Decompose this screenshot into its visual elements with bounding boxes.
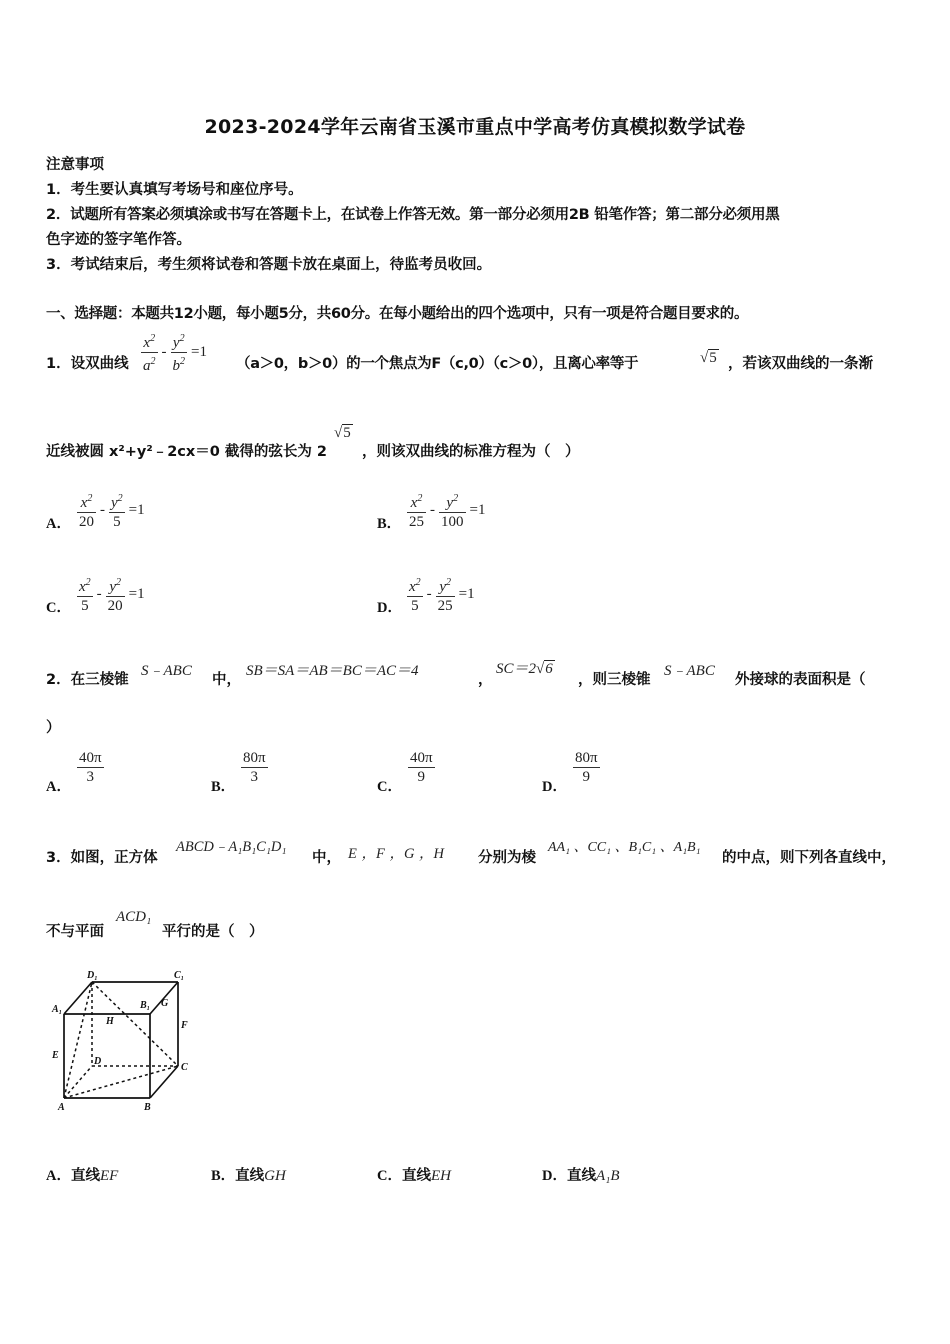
notice-item-2-cont: 色字迹的签字笔作答。 [46, 232, 191, 248]
q2-option-c-num: 40π [410, 750, 433, 766]
q2-option-d[interactable] [572, 749, 601, 786]
q3-option-d-val: A₁B [595, 1168, 620, 1184]
q1-option-d[interactable]: $\frac{x^2}{5}$ - $\frac{y^2}{25}$ =1 [406, 574, 478, 615]
q2-tail: 外接球的表面积是（ [735, 672, 866, 688]
diag-ac [64, 1066, 178, 1098]
q3-line2-tail: 平行的是（ ） [162, 924, 264, 940]
q1-condition: （a＞0，b＞0）的一个焦点为F（c,0）（c＞0），且离心率等于 [236, 356, 639, 372]
q2-option-b[interactable] [240, 749, 269, 786]
q1-line2-tail: ，则该双曲线的标准方程为（ ） [362, 444, 580, 460]
q3-option-b[interactable] [211, 1164, 286, 1185]
label-b: B [144, 1102, 151, 1113]
q1-option-d-label[interactable]: D． [377, 600, 402, 616]
q2-pyramid: S﹣ABC [141, 663, 192, 679]
q3-option-c[interactable] [377, 1164, 451, 1185]
label-g: G [161, 998, 169, 1009]
q2-equation-2-sqrt: 6 [545, 661, 553, 677]
q2-option-a-label[interactable]: A． [46, 779, 71, 795]
q2-option-a-num: 40π [79, 750, 102, 766]
q1-option-a-xden: 20 [79, 514, 94, 530]
notice-item-3: 3．考试结束后，考生须将试卷和答题卡放在桌面上，待监考员收回。 [46, 257, 492, 273]
section-heading: 一、选择题：本题共12小题，每小题5分，共60分。在每小题给出的四个选项中，只有一项是符合题目要求的。 [46, 306, 749, 322]
q1-sqrt5-value: 5 [709, 350, 717, 366]
q1-option-b-xden: 25 [409, 514, 424, 530]
q1-option-b-label[interactable]: B． [377, 516, 402, 532]
q1-option-b[interactable]: $\frac{x^2}{25}$ - $\frac{y^2}{100}$ =1 [406, 490, 488, 531]
label-d1: D₁ [87, 970, 98, 981]
q2-option-b-den: 3 [250, 769, 259, 785]
edge-ad [64, 1066, 92, 1098]
q3-prefix: 3．如图，正方体 [46, 850, 158, 866]
q2-comma: ， [478, 672, 493, 688]
q2-prefix: 2．在三棱锥 [46, 672, 129, 688]
page-title: 2023-2024学年云南省玉溪市重点中学高考仿真模拟数学试卷 [204, 116, 746, 138]
q2-pyramid-2: S﹣ABC [664, 663, 715, 679]
q1-option-d-xden: 5 [411, 598, 419, 614]
q1-option-c[interactable]: $\frac{x^2}{5}$ - $\frac{y^2}{20}$ =1 [76, 574, 148, 615]
q3-mid: 中， [312, 850, 341, 866]
label-a: A [58, 1102, 65, 1113]
cube-figure [44, 966, 204, 1116]
q3-mid2: 分别为棱 [478, 850, 536, 866]
q2-equation-2-lhs: SC＝2 [496, 661, 537, 677]
q2-option-d-num: 80π [575, 750, 598, 766]
label-c: C [181, 1062, 188, 1073]
q2-option-c-label[interactable]: C． [377, 779, 402, 795]
q3-option-d[interactable] [542, 1164, 620, 1185]
label-d: D [94, 1056, 102, 1067]
q2-option-c-den: 9 [417, 769, 426, 785]
q3-points: E ，F ，G ，H [348, 846, 445, 862]
q1-option-c-yden: 20 [107, 598, 123, 614]
q2-option-b-num: 80π [243, 750, 266, 766]
notice-item-1: 1．考生要认真填写考场号和座位序号。 [46, 182, 303, 198]
q1-option-c-label[interactable]: C． [46, 600, 71, 616]
q3-edges: AA₁ 、CC₁ 、B₁C₁ 、A₁B₁ [548, 840, 701, 855]
q1-option-a-label[interactable]: A． [46, 516, 71, 532]
label-e: E [52, 1050, 59, 1061]
q1-prefix: 1．设双曲线 [46, 356, 129, 372]
q3-option-a-val: EF [99, 1168, 119, 1184]
q3-cube: ABCD﹣A₁B₁C₁D₁ [176, 839, 287, 855]
label-h: H [106, 1016, 114, 1027]
q2-option-d-den: 9 [582, 769, 591, 785]
q2-equation-2: SC＝2√6 [496, 661, 553, 677]
q3-option-b-val: GH [264, 1168, 286, 1184]
q3-option-a-label: A．直线 [46, 1168, 100, 1184]
diag-d1c [92, 982, 178, 1066]
q1-option-d-yden: 25 [437, 598, 453, 614]
q2-then: ，则三棱锥 [578, 672, 651, 688]
q1-option-a[interactable]: $\frac{x^2}{20}$ - $\frac{y^2}{5}$ =1 [76, 490, 148, 531]
label-c1: C₁ [174, 970, 185, 981]
diag-ad1 [64, 982, 92, 1098]
q3-option-c-label: C．直线 [377, 1168, 431, 1184]
q2-option-c[interactable] [407, 749, 436, 786]
q3-option-d-label: D．直线 [542, 1168, 596, 1184]
q1-tail: ，若该双曲线的一条渐 [728, 356, 873, 372]
q1-option-b-yden: 100 [441, 514, 464, 530]
label-b1: B₁ [140, 1000, 151, 1011]
q1-line2: 近线被圆 x²+y²﹣2cx＝0 截得的弦长为 2 [46, 444, 328, 460]
edge-bc [150, 1066, 178, 1098]
notice-item-2: 2．试题所有答案必须填涂或书写在答题卡上，在试卷上作答无效。第一部分必须用2B 铅笔作答；第二部分必须用黑 [46, 207, 780, 223]
q1-option-c-xden: 5 [81, 598, 89, 614]
notice-heading: 注意事项 [46, 157, 104, 173]
q2-mid: 中， [212, 672, 241, 688]
q1-chord-sqrt5-value: 5 [343, 425, 351, 441]
q2-option-a-den: 3 [86, 769, 95, 785]
q3-option-c-val: EH [430, 1168, 451, 1184]
q1-option-a-yden: 5 [113, 514, 121, 530]
q3-option-a[interactable] [46, 1164, 118, 1185]
q2-close: ） [46, 720, 61, 736]
q2-equation-1: SB＝SA＝AB＝BC＝AC＝4 [246, 663, 419, 679]
q1-chord-sqrt5: √5 [334, 425, 351, 441]
q2-option-b-label[interactable]: B． [211, 779, 236, 795]
label-a1: A₁ [52, 1004, 63, 1015]
q3-tail: 的中点，则下列各直线中， [722, 850, 896, 866]
label-f: F [181, 1020, 188, 1031]
q3-option-b-label: B．直线 [211, 1168, 265, 1184]
q3-plane: ACD₁ [116, 909, 152, 925]
q2-option-a[interactable] [76, 749, 105, 786]
q1-sqrt5: √5 [700, 350, 717, 366]
q3-line2: 不与平面 [46, 924, 104, 940]
q2-option-d-label[interactable]: D． [542, 779, 567, 795]
q1-hyperbola-equation: $\frac{x^2}{a^2}$ - $\frac{y^2}{b^2}$ =1 [140, 330, 210, 375]
